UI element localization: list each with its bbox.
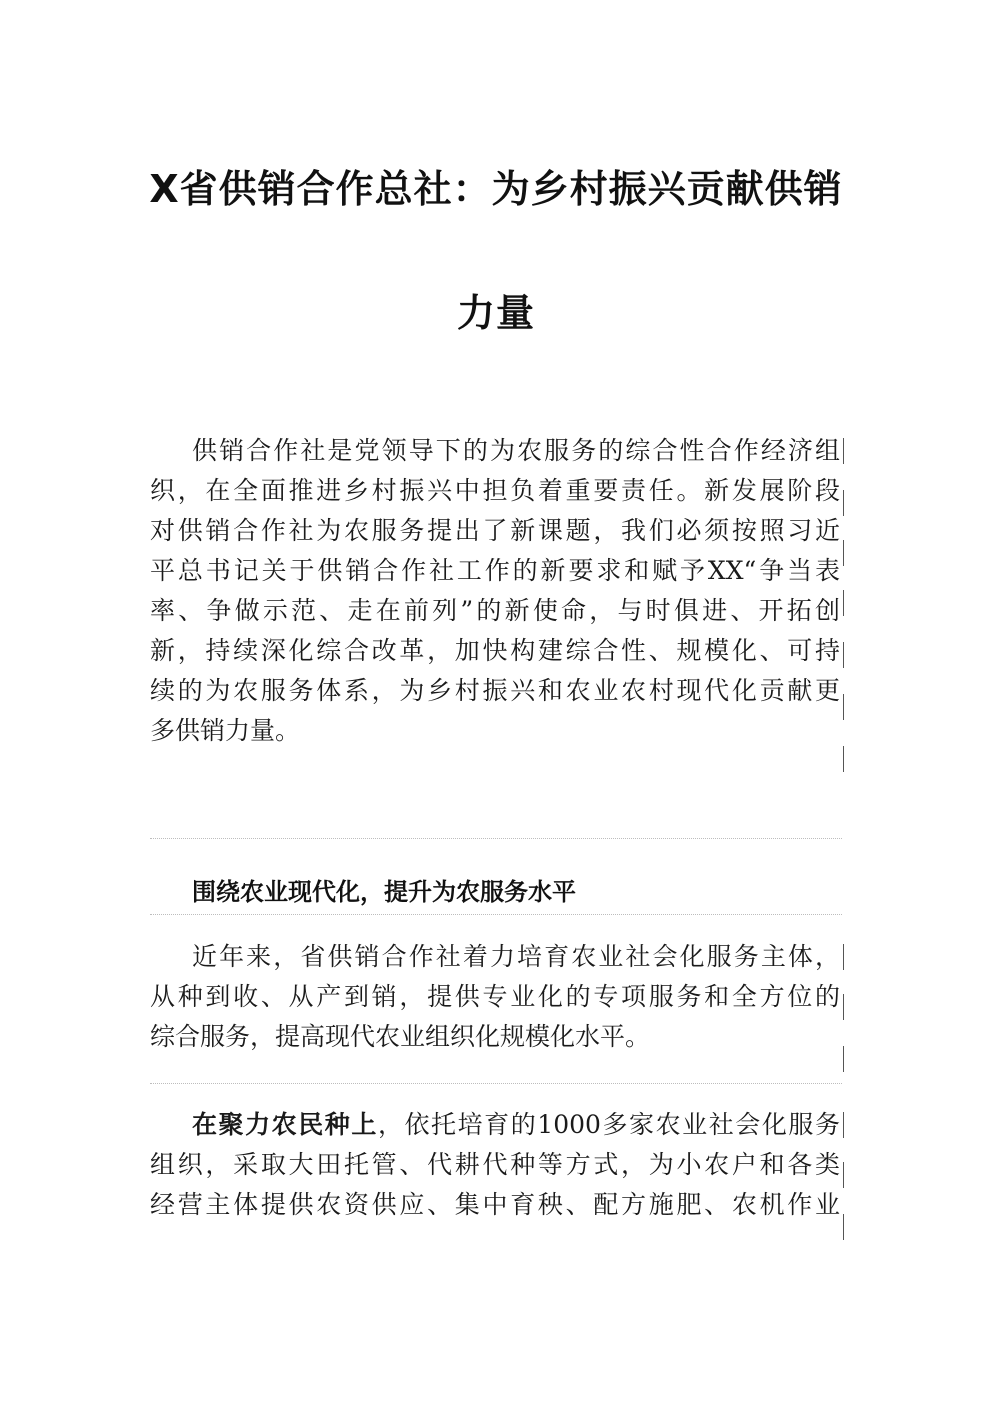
margin-mark	[843, 994, 844, 1020]
margin-mark	[843, 694, 844, 720]
paragraph-line: 近年来，省供销合作社着力培育农业社会化服务主体，	[192, 942, 840, 971]
margin-mark	[843, 642, 844, 668]
margin-mark	[843, 1162, 844, 1188]
margin-mark	[843, 1046, 844, 1072]
paragraph-lead-bold: 在聚力农民种上	[192, 1110, 378, 1139]
paragraph-line: 从种到收、从产到销，提供专业化的专项服务和全方位的	[150, 982, 840, 1011]
margin-mark	[843, 1214, 844, 1240]
paragraph-separator	[150, 838, 842, 839]
paragraph-2	[150, 937, 840, 1057]
section-heading: 围绕农业现代化，提升为农服务水平	[192, 878, 576, 906]
paragraph-1	[150, 431, 840, 751]
paragraph-line: 续的为农服务体系，为乡村振兴和农业农村现代化贡献更	[150, 676, 840, 705]
paragraph-line: 平总书记关于供销合作社工作的新要求和赋予XX“争当表	[150, 556, 840, 585]
margin-mark	[843, 590, 844, 616]
margin-mark	[843, 540, 844, 566]
paragraph-line: 多供销力量。	[150, 716, 301, 745]
paragraph-3	[150, 1105, 840, 1225]
document-title-line-1: X省供销合作总社：为乡村振兴贡献供销	[149, 167, 843, 211]
paragraph-line: 织，在全面推进乡村振兴中担负着重要责任。新发展阶段	[150, 476, 840, 505]
paragraph-line: 对供销合作社为农服务提出了新课题，我们必须按照习近	[150, 516, 840, 545]
paragraph-line: 率、争做示范、走在前列”的新使命，与时俱进、开拓创	[150, 596, 840, 625]
paragraph-line: 供销合作社是党领导下的为农服务的综合性合作经济组	[192, 436, 840, 465]
document-title-line-2: 力量	[456, 291, 535, 335]
paragraph-line: 新，持续深化综合改革，加快构建综合性、规模化、可持	[150, 636, 840, 665]
paragraph-line: 组织，采取大田托管、代耕代种等方式，为小农户和各类	[150, 1150, 840, 1179]
paragraph-line-rest: ，依托培育的1000多家农业社会化服务	[377, 1110, 840, 1139]
margin-mark	[843, 438, 844, 464]
margin-mark	[843, 490, 844, 516]
paragraph-line: 综合服务，提高现代农业组织化规模化水平。	[150, 1022, 651, 1051]
paragraph-separator	[150, 1083, 842, 1084]
paragraph-line	[150, 1105, 840, 1145]
paragraph-line: 经营主体提供农资供应、集中育秧、配方施肥、农机作业	[150, 1190, 840, 1219]
margin-mark	[843, 944, 844, 970]
margin-mark	[843, 1112, 844, 1138]
margin-mark	[843, 746, 844, 772]
paragraph-separator	[150, 914, 842, 915]
